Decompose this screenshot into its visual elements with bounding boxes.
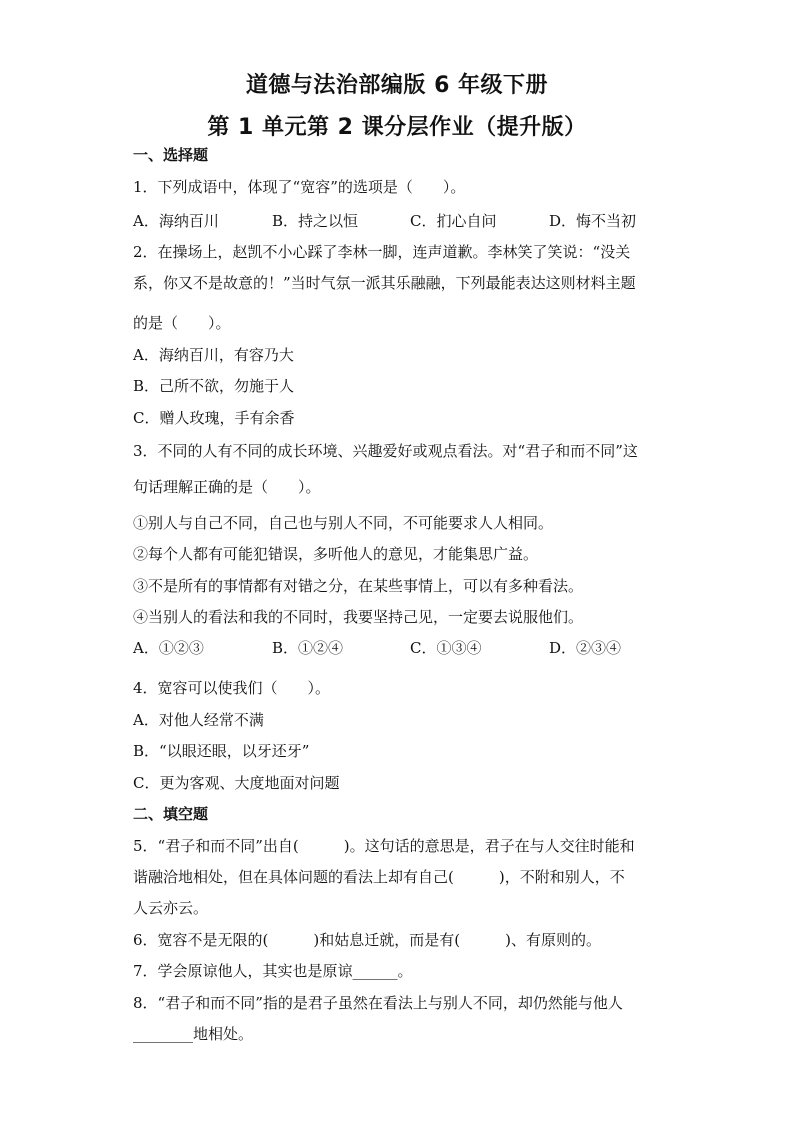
question-1-stem: 1．下列成语中，体现了“宽容”的选项是（ ）。: [133, 178, 466, 196]
option-a: A．海纳百川: [133, 212, 219, 230]
question-3-statement-3: ③不是所有的事情都有对错之分，在某些事情上，可以有多种看法。: [133, 577, 584, 595]
question-4-option-a: A．对他人经常不满: [133, 711, 264, 729]
option-b: B．持之以恒: [272, 212, 359, 230]
option-c: C．①③④: [410, 639, 482, 657]
question-3-statement-4: ④当别人的看法和我的不同时，我要坚持己见，一定要去说服他们。: [133, 608, 584, 626]
question-3-stem-line-1: 3．不同的人有不同的成长环境、兴趣爱好或观点看法。对“君子和而不同”这: [133, 442, 638, 460]
option-d: D．②③④: [549, 639, 622, 657]
question-4-option-c: C．更为客观、大度地面对问题: [133, 774, 340, 792]
question-2-stem-line-2: 系，你又不是故意的！”当时气氛一派其乐融融，下列最能表达这则材料主题: [133, 274, 636, 292]
question-3-stem-line-2: 句话理解正确的是（ ）。: [133, 478, 321, 496]
option-d: D．悔不当初: [549, 212, 637, 230]
page-title: 道德与法治部编版 6 年级下册: [245, 73, 549, 98]
option-c: C．扪心自问: [410, 212, 497, 230]
page-subtitle: 第 1 单元第 2 课分层作业（提升版）: [207, 115, 587, 140]
question-2-option-a: A．海纳百川，有容乃大: [133, 346, 294, 364]
question-6-stem: 6．宽容不是无限的( )和姑息迁就，而是有( )、有原则的。: [133, 931, 601, 949]
section-heading-choice: 一、选择题: [133, 146, 209, 164]
question-3-statement-1: ①别人与自己不同，自己也与别人不同，不可能要求人人相同。: [133, 514, 554, 532]
question-4-option-b: B．“以眼还眼，以牙还牙”: [133, 742, 310, 760]
question-5-line-3: 人云亦云。: [133, 899, 209, 917]
question-2-option-b: B．己所不欲，勿施于人: [133, 377, 295, 395]
question-5-line-2: 谐融洽地相处，但在具体问题的看法上却有自己( )，不附和别人，不: [133, 868, 625, 886]
option-a: A．①②③: [133, 639, 204, 657]
question-5-line-1: 5．“君子和而不同”出自( )。这句话的意思是，君子在与人交往时能和: [133, 837, 635, 855]
question-8-line-1: 8．“君子和而不同”指的是君子虽然在看法上与别人不同，却仍然能与他人: [133, 994, 623, 1012]
question-7-stem: 7．学会原谅他人，其实也是原谅______。: [133, 962, 413, 980]
section-heading-fill: 二、填空题: [133, 805, 209, 823]
question-2-stem-line-3: 的是（ ）。: [133, 314, 231, 332]
question-2-stem-line-1: 2．在操场上，赵凯不小心踩了李林一脚，连声道歉。李林笑了笑说：“没关: [133, 243, 631, 261]
question-2-option-c: C．赠人玫瑰，手有余香: [133, 409, 295, 427]
question-4-stem: 4．宽容可以使我们（ ）。: [133, 679, 331, 697]
option-b: B．①②④: [272, 639, 344, 657]
question-8-line-2: ________地相处。: [133, 1025, 254, 1043]
question-3-statement-2: ②每个人都有可能犯错误，多听他人的意见，才能集思广益。: [133, 545, 539, 563]
